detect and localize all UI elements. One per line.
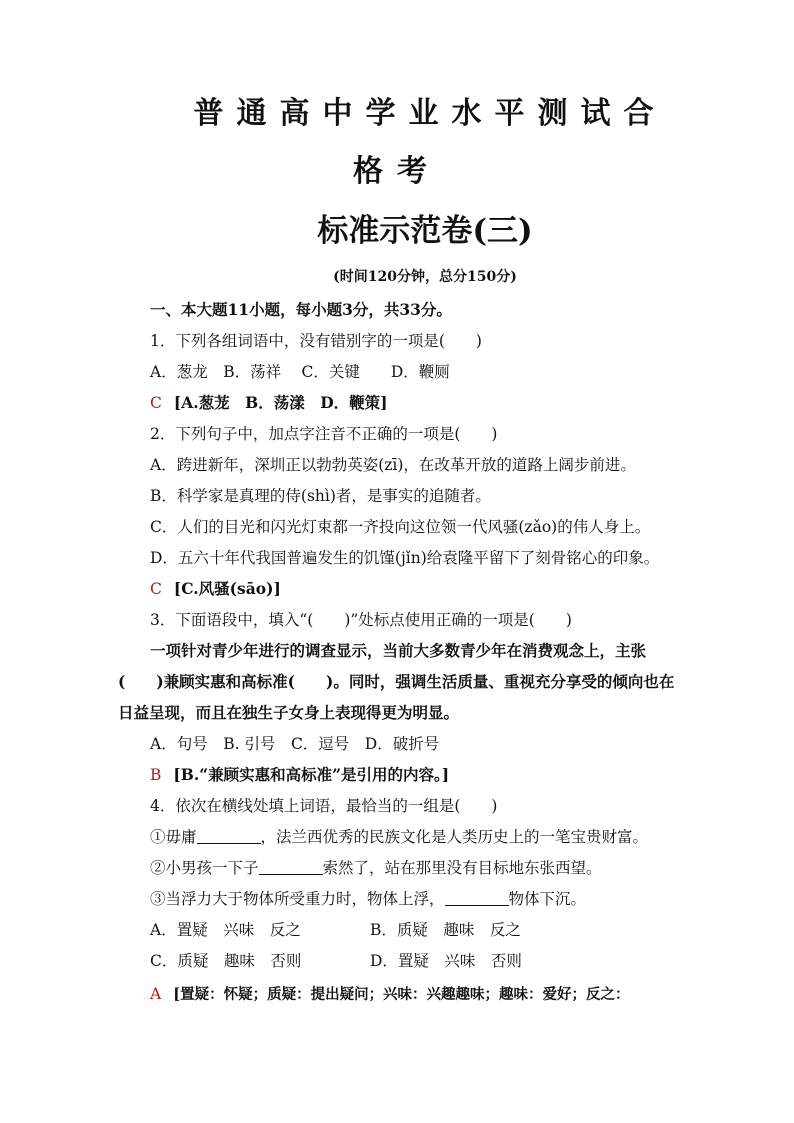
q4-s3-after: 物体下沉。 [508, 890, 587, 908]
blank-line [197, 828, 261, 844]
blank-line [259, 859, 323, 875]
q2-option-d: D．五六十年代我国普遍发生的饥馑(jǐn)给袁隆平留下了刻骨铭心的印象。 [150, 549, 660, 567]
q1-stem: 1．下列各组词语中，没有错别字的一项是( ) [150, 332, 482, 350]
exam-subtitle: (时间120分钟，总分150分) [333, 269, 517, 285]
q4-option-b: B．质疑 趣味 反之 [370, 921, 521, 939]
q2-option-a: A．跨进新年，深圳正以勃勃英姿(zī)，在改革开放的道路上阔步前进。 [150, 456, 636, 474]
q4-s1-before: ①毋庸 [150, 828, 197, 846]
q1-explain: [A.葱茏 B．荡漾 D．鞭策] [173, 393, 388, 412]
q1-options: A．葱龙 B．荡祥 C．关键 D．鞭厕 [150, 363, 450, 381]
blank-line [445, 890, 509, 906]
q3-explain: [B.“兼顾实惠和高标准”是引用的内容。] [173, 765, 450, 784]
exam-title-line2: 格考 [353, 154, 441, 189]
q3-answer: B [150, 766, 162, 784]
exam-title-line1: 普通高中学业水平测试合 [193, 96, 667, 131]
q4-explain: [置疑：怀疑；质疑：提出疑问；兴味：兴趣趣味；趣味：爱好；反之： [173, 986, 630, 1003]
q4-s3-before: ③当浮力大于物体所受重力时，物体上浮， [150, 890, 445, 908]
q2-explain: [C.风骚(sāo)] [173, 579, 281, 598]
q4-s2-after: 索然了，站在那里没有目标地东张西望。 [322, 859, 602, 877]
q4-stem: 4．依次在横线处填上词语，最恰当的一组是( ) [150, 797, 498, 815]
q4-sentence-1 [150, 825, 648, 849]
q4-sentence-3 [150, 887, 586, 911]
q2-answer-line [150, 577, 281, 601]
section-heading: 一、本大题11小题，每小题3分，共33分。 [150, 300, 452, 319]
q4-s2-before: ②小男孩一下子 [150, 859, 259, 877]
exam-title-line3: 标准示范卷(三) [317, 213, 533, 249]
q4-answer-line [150, 982, 630, 1007]
q4-answer: A [150, 985, 162, 1003]
q3-options: A．句号 B. 引号 C．逗号 D．破折号 [150, 735, 440, 753]
q2-option-b: B．科学家是真理的侍(shì)者，是事实的追随者。 [150, 487, 491, 505]
q4-option-c: C．质疑 趣味 否则 [150, 952, 302, 970]
q4-s1-after: ，法兰西优秀的民族文化是人类历史上的一笔宝贵财富。 [260, 828, 649, 846]
q1-answer-line [150, 391, 388, 415]
q2-stem: 2．下列句子中，加点字注音不正确的一项是( ) [150, 425, 498, 443]
q3-passage-line2: ( )兼顾实惠和高标准( )。同时，强调生活质量、重视充分享受的倾向也在 [118, 672, 675, 691]
q4-option-d: D．置疑 兴味 否则 [370, 952, 522, 970]
q4-option-a: A．置疑 兴味 反之 [150, 921, 301, 939]
q4-sentence-2 [150, 856, 602, 880]
q2-option-c: C．人们的目光和闪光灯束都一齐投向这位领一代风骚(zǎo)的伟人身上。 [150, 518, 651, 536]
q3-passage-line1: 一项针对青少年进行的调查显示，当前大多数青少年在消费观念上，主张 [150, 641, 647, 660]
q1-answer: C [150, 394, 162, 412]
q3-passage-line3: 日益呈现，而且在独生子女身上表现得更为明显。 [118, 703, 460, 722]
q3-stem: 3．下面语段中，填入“( )”处标点使用正确的一项是( ) [150, 611, 572, 629]
q3-answer-line [150, 763, 449, 787]
q2-answer: C [150, 580, 162, 598]
